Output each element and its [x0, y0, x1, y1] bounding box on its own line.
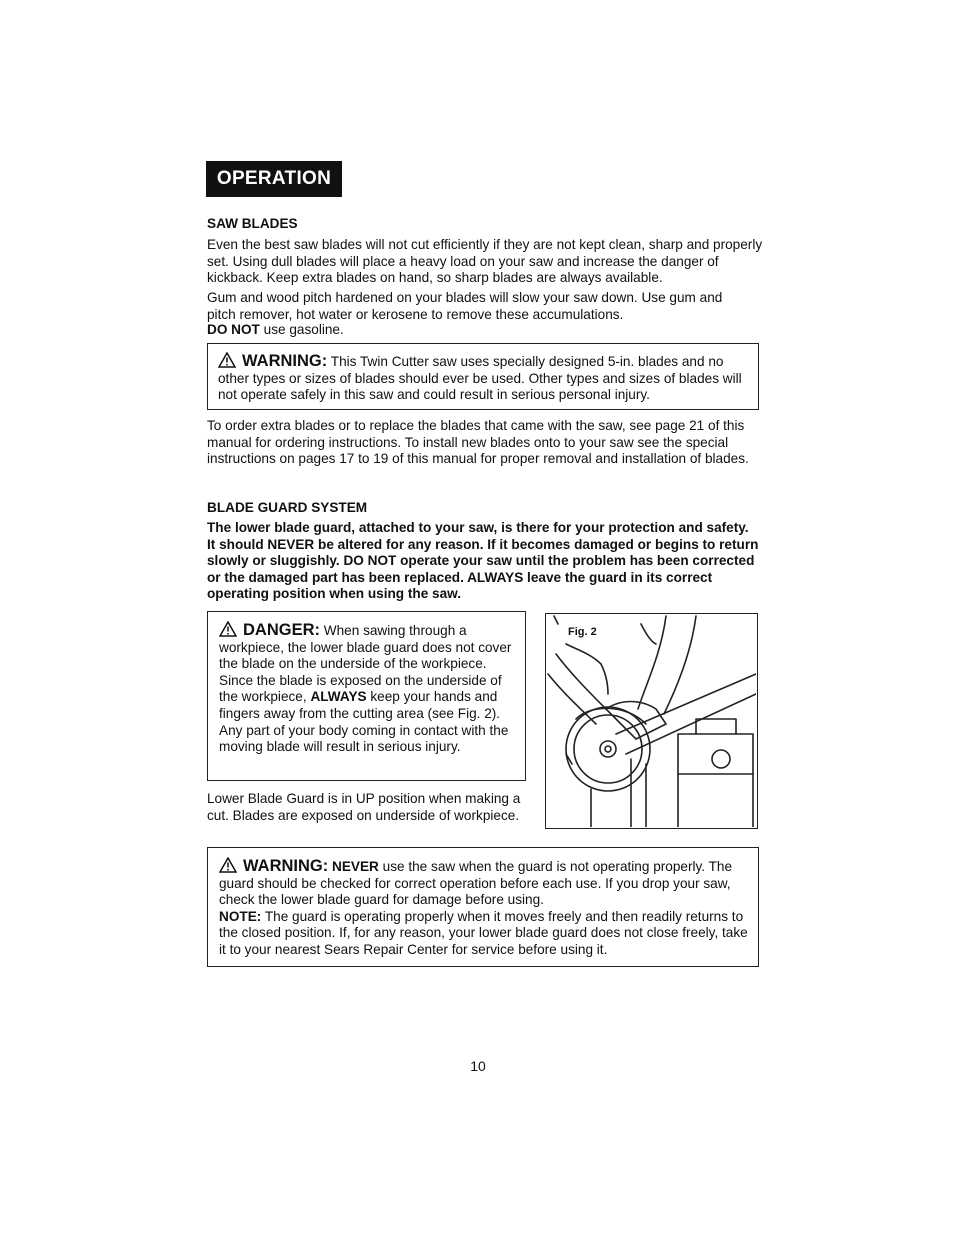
- warning-box-guard: [207, 847, 759, 967]
- section-banner: [206, 161, 342, 197]
- danger-triangle-icon: [219, 621, 237, 637]
- page-number: 10: [470, 1058, 486, 1074]
- figure-caption: Lower Blade Guard is in UP position when making a cut. Blades are exposed on underside of workpiece.: [207, 791, 521, 823]
- danger-body-1: When sawing through a workpiece, the lower blade guard does not cover the blade on the underside of the workpiece. Since the blade is exposed on the underside of the workpiece,: [219, 623, 512, 705]
- danger-text: [219, 621, 519, 756]
- warning-guard-text: [219, 857, 755, 909]
- guard-note: [219, 909, 755, 959]
- warning-triangle-icon: [219, 857, 237, 873]
- gasoline-note: [207, 322, 752, 339]
- gasoline-note-text: use gasoline.: [259, 322, 344, 337]
- warning-blades-body: This Twin Cutter saw uses specially designed 5-in. blades and no other types or sizes of blades should ever be used. Other types and sizes of blades will not operate safely in this saw and could result in serious personal injury.: [218, 354, 742, 403]
- figure-2: [545, 613, 758, 829]
- note-text: The guard is operating properly when it moves freely and then readily returns to the closed position. If, for any reason, your lower blade guard does not close freely, take it to your nearest Sears Repair Center for service before using it.: [219, 908, 748, 957]
- warning-guard-body: use the saw when the guard is not operating properly. The guard should be checked for correct operation before each use. If you drop your saw, check the lower blade guard for damage before using.: [219, 859, 733, 908]
- do-not-label: DO NOT: [207, 322, 260, 337]
- note-label: NOTE:: [219, 908, 262, 924]
- saw-blades-paragraph-1: Even the best saw blades will not cut efficiently if they are not kept clean, sharp and properly set. Using dull blades will place a heavy load on your saw and increase the danger of kickback. Keep extra blades on hand, so sharp blades are always available.: [207, 237, 763, 286]
- warning-never: NEVER: [332, 859, 379, 874]
- saw-blades-paragraph-2: Gum and wood pitch hardened on your blades will slow your saw down. Use gum and pitch remover, hot water or kerosene to remove these accumulations.: [207, 290, 723, 322]
- saw-illustration: [546, 614, 756, 827]
- section-title: OPERATION: [216, 168, 332, 189]
- warning-blades-title: WARNING:: [242, 352, 328, 370]
- warning-box-blades: [207, 343, 759, 410]
- danger-always: ALWAYS: [310, 689, 367, 705]
- warning-guard-title: WARNING:: [243, 857, 329, 875]
- warning-blades-text: [218, 352, 753, 404]
- blade-guard-paragraph: The lower blade guard, attached to your saw, is there for your protection and safety. It should NEVER be altered for any reason. If it becomes damaged or begins to return slowly or sluggishly. DO NOT operate your saw until the problem has been corrected or the damaged part has been replaced. ALWAYS leave the guard in its correct operating position when using the saw.: [207, 520, 759, 602]
- ordering-paragraph: To order extra blades or to replace the blades that came with the saw, see page 21 of this manual for ordering instructions. To install new blades onto to your saw see the special instructions on pages 17 to 19 of this manual for proper removal and installation of blades.: [207, 418, 749, 467]
- saw-blades-heading: SAW BLADES: [207, 216, 298, 231]
- danger-title: DANGER:: [243, 621, 320, 639]
- blade-guard-heading: BLADE GUARD SYSTEM: [207, 500, 368, 515]
- danger-body-2: keep your hands and fingers away from the cutting area (see Fig. 2). Any part of your body coming in contact with the moving blade will result in serious injury.: [219, 689, 509, 755]
- danger-box: [207, 611, 526, 781]
- warning-triangle-icon: [218, 352, 236, 368]
- figure-label: Fig. 2: [568, 626, 597, 638]
